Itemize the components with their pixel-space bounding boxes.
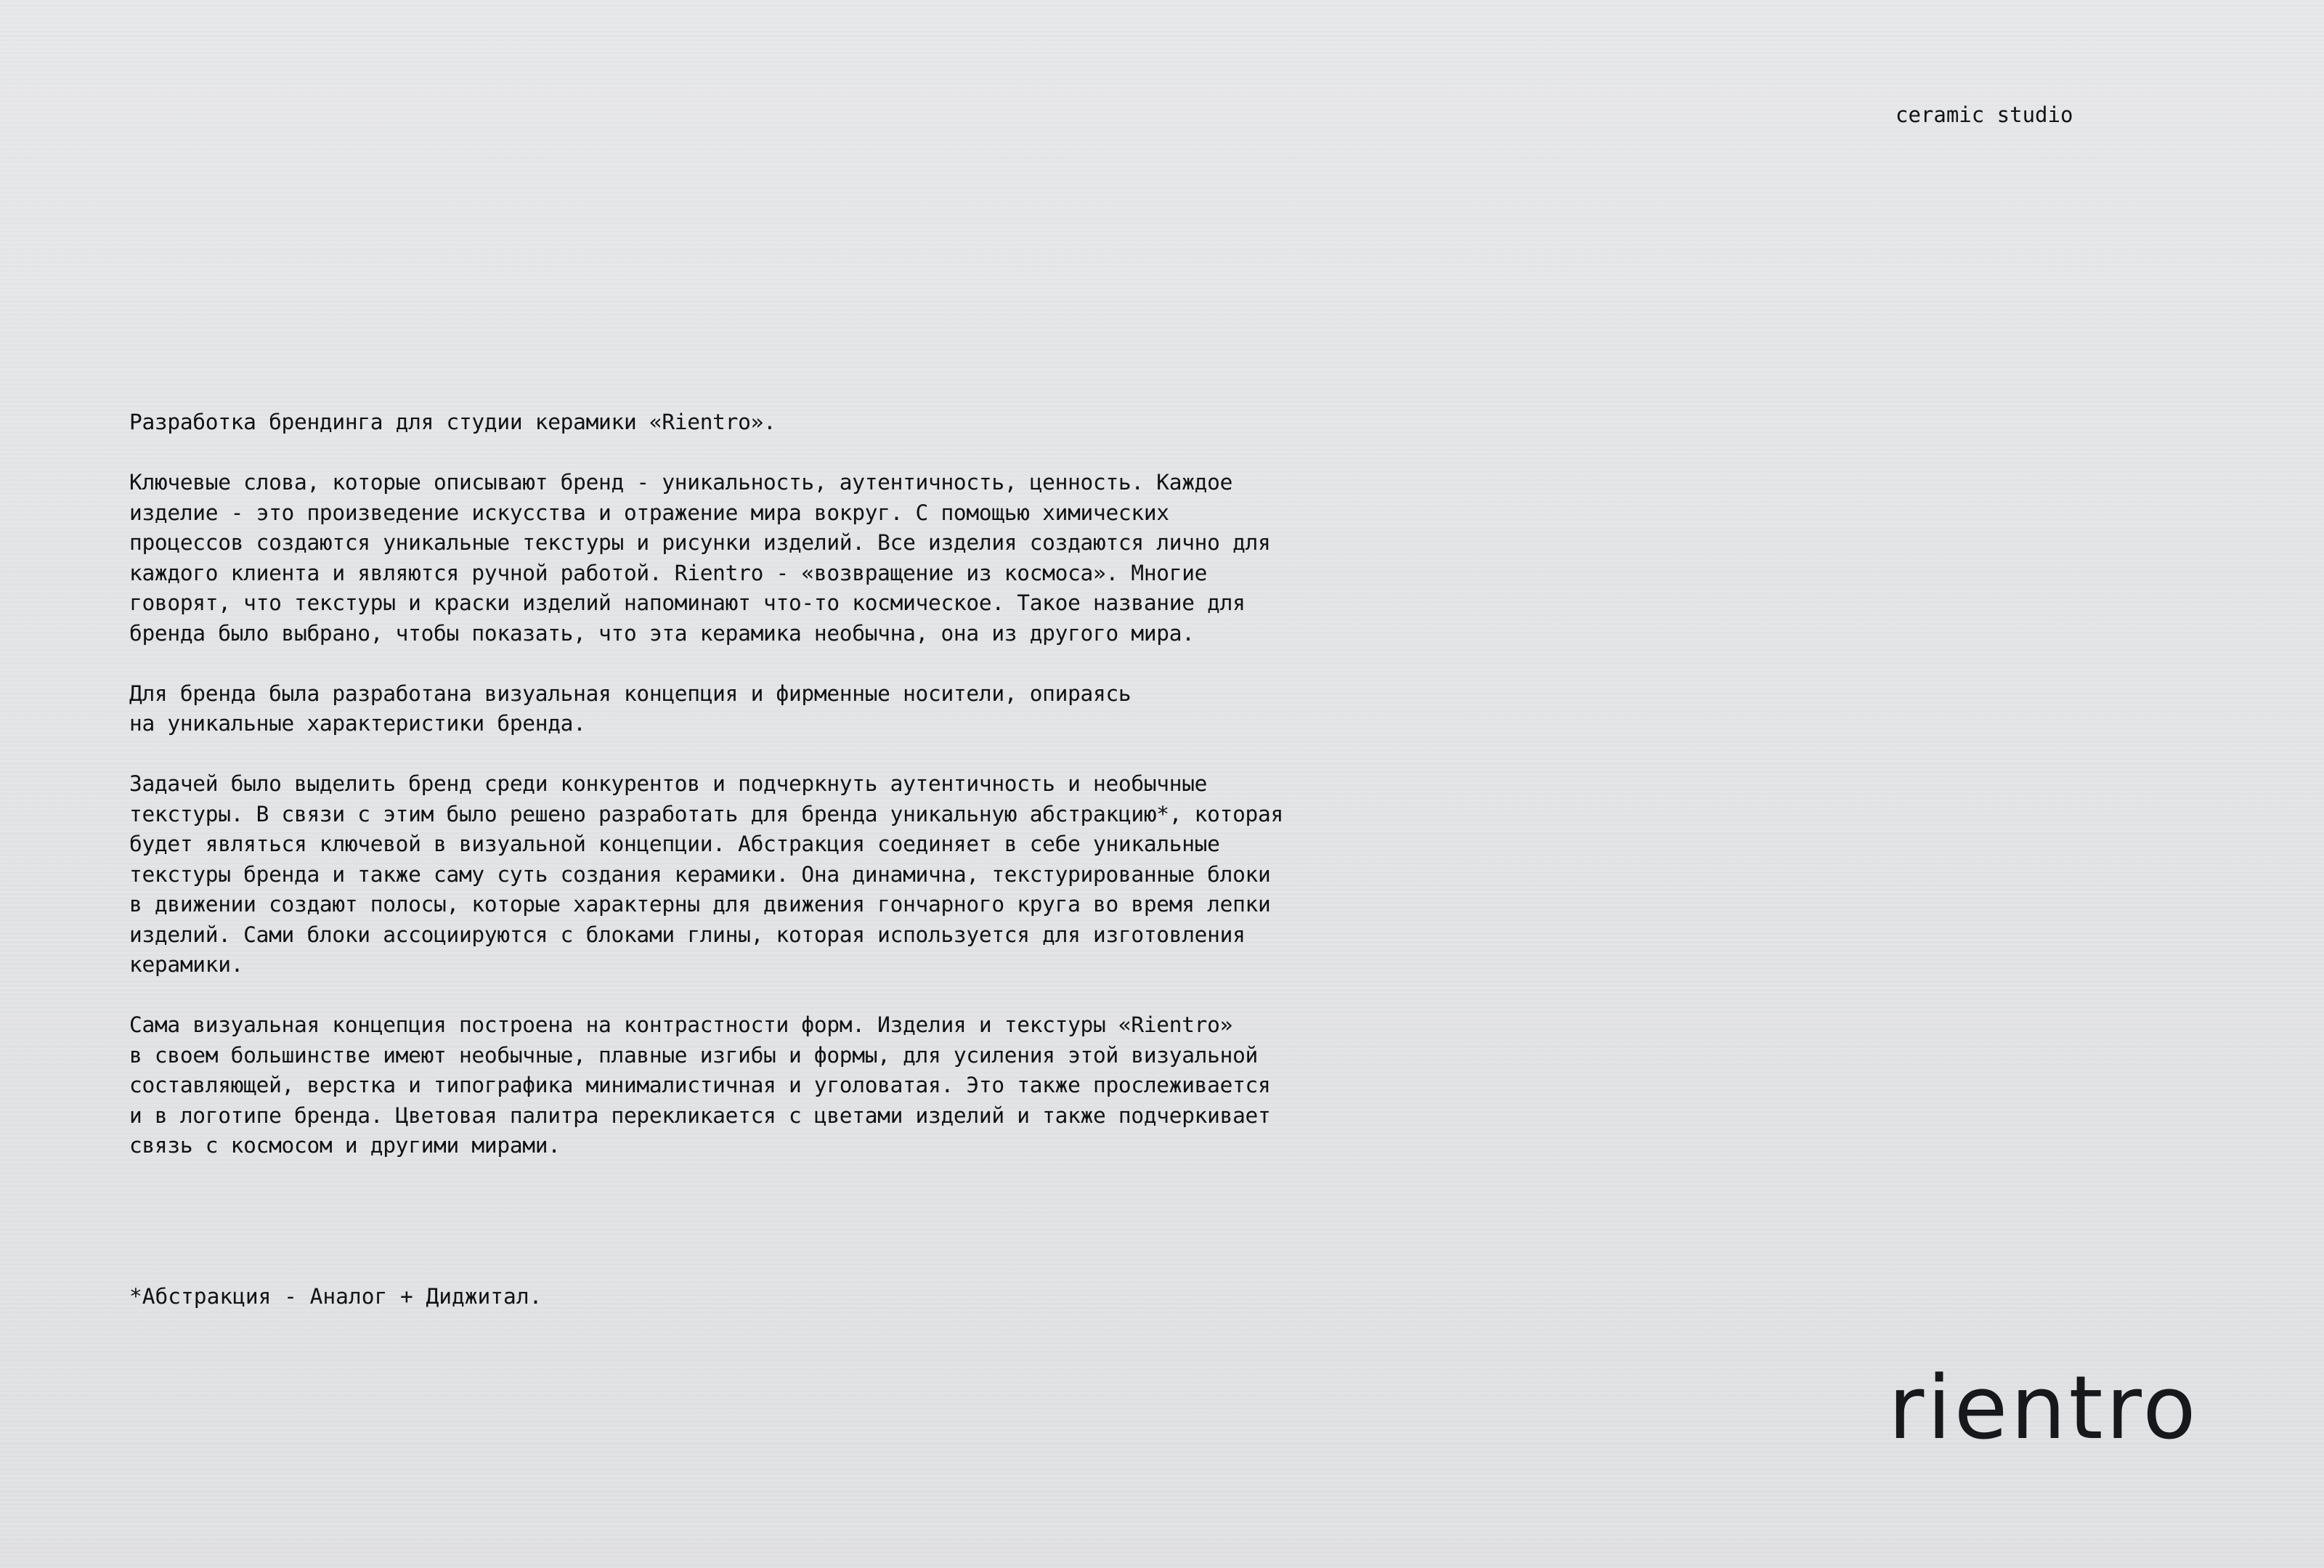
keywords-paragraph: Ключевые слова, которые описывают бренд - уникальность, аутентичность, ценность. Каждое изделие - это произведение искусства и отражение мира вокруг. С помощью химических процессов создаются уникальные текстуры и рисунки изделий. Все изделия создаются лично для каждого клиента и являются ручной работой. Rientro - «возвращение из космоса». Многие говорят, что текстуры и краски изделий напоминают что-то космическое. Такое название для бренда было выбрано, чтобы показать, что эта керамика необычна, она из другого мира. (129, 470, 1271, 646)
visual-concept-paragraph: Сама визуальная концепция построена на контрастности форм. Изделия и текстуры «Rientro» в своем большинстве имеют необычные, плавные изгибы и формы, для усиления этой визуальной составляющей, верстка и типографика минималистичная и уголоватая. Это также прослеживается и в логотипе бренда. Цветовая палитра перекликается с цветами изделий и также подчеркивает связь с космосом и другими мирами. (129, 1012, 1271, 1158)
intro-paragraph: Разработка брендинга для студии керамики «Rientro». (129, 410, 776, 434)
tagline: ceramic studio (1896, 102, 2073, 127)
concept-paragraph: Для бренда была разработана визуальная концепция и фирменные носители, опираясь на уникальные характеристики бренда. (129, 681, 1131, 736)
footnote: *Абстракция - Аналог + Диджитал. (129, 1284, 543, 1309)
task-paragraph: Задачей было выделить бренд среди конкурентов и подчеркнуть аутентичность и необычные текстуры. В связи с этим было решено разработать для бренда уникальную абстракцию*, которая будет являться ключевой в визуальной концепции. Абстракция соединяет в себе уникальные текстуры бренда и также саму суть создания керамики. Она динамична, текстурированные блоки в движении создают полосы, которые характерны для движения гончарного круга во время лепки изделий. Сами блоки ассоциируются с блоками глины, которая используется для изготовления керамики. (129, 771, 1283, 977)
brand-logo: rientro (1888, 1358, 2199, 1459)
description-text-block (129, 407, 1335, 1191)
